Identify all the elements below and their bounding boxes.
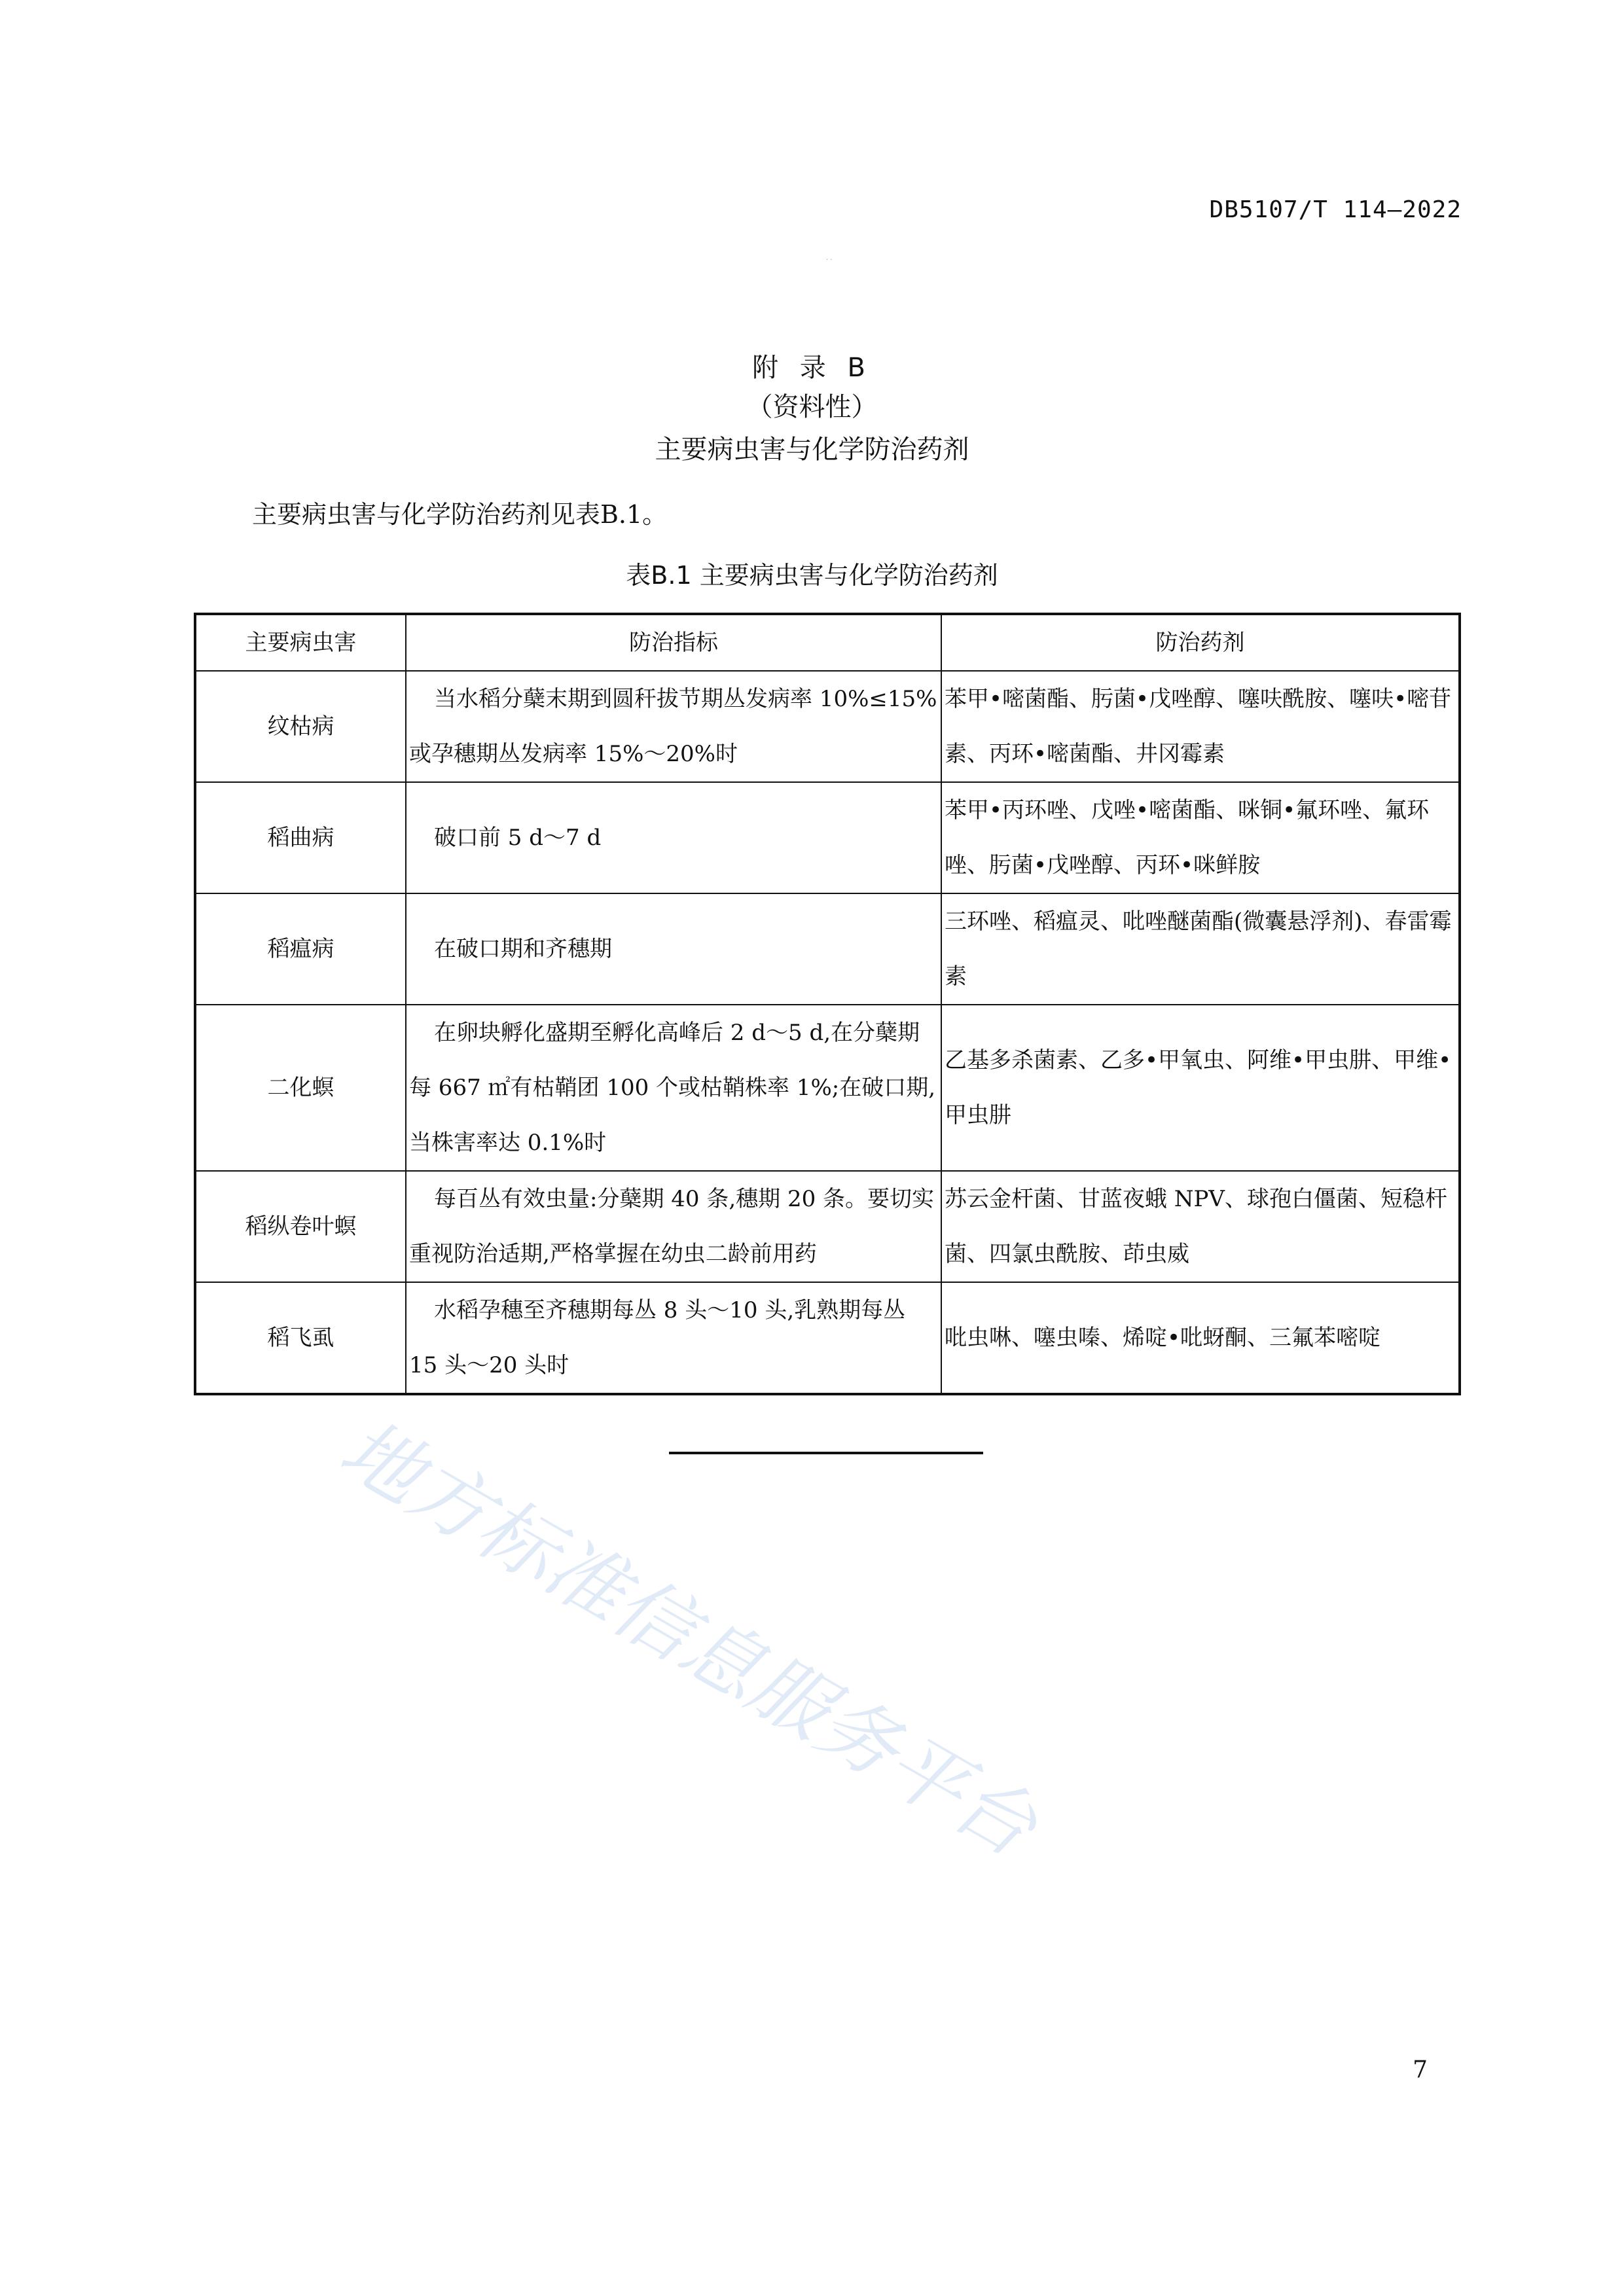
- intro-paragraph: 主要病虫害与化学防治药剂见表B.1。: [252, 500, 668, 529]
- table-row: [195, 671, 1460, 782]
- control-indicator: 在卵块孵化盛期至孵化高峰后 2 d～5 d,在分蘖期每 667 ㎡有枯鞘团 100 个或枯鞘株率 1%;在破口期,当株害率达 0.1%时: [406, 1005, 941, 1171]
- pest-name: 稻瘟病: [195, 893, 406, 1005]
- table-row: [195, 1005, 1460, 1171]
- control-agents: 吡虫啉、噻虫嗪、烯啶•吡蚜酮、三氟苯嘧啶: [941, 1282, 1460, 1394]
- table-row: [195, 1282, 1460, 1394]
- header-indicator: 防治指标: [406, 614, 941, 671]
- pest-name: 稻曲病: [195, 782, 406, 893]
- control-agents: 乙基多杀菌素、乙多•甲氧虫、阿维•甲虫肼、甲维•甲虫肼: [941, 1005, 1460, 1171]
- watermark: 地方标准信息服务平台: [325, 1403, 1051, 1874]
- table-row: [195, 782, 1460, 893]
- table-row: [195, 893, 1460, 1005]
- control-agents: 苏云金杆菌、甘蓝夜蛾 NPV、球孢白僵菌、短稳杆菌、四氯虫酰胺、茚虫威: [941, 1171, 1460, 1282]
- pest-name: 纹枯病: [195, 671, 406, 782]
- table-caption: 表B.1 主要病虫害与化学防治药剂: [626, 561, 998, 590]
- control-agents: 苯甲•丙环唑、戊唑•嘧菌酯、咪铜•氟环唑、氟环唑、肟菌•戊唑醇、丙环•咪鲜胺: [941, 782, 1460, 893]
- control-indicator: 每百丛有效虫量:分蘖期 40 条,穗期 20 条。要切实重视防治适期,严格掌握在幼虫二龄前用药: [406, 1171, 941, 1282]
- control-indicator: 在破口期和齐穗期: [406, 893, 941, 1005]
- end-rule: [669, 1452, 983, 1454]
- table-header-row: [195, 614, 1460, 671]
- appendix-label: 附 录 B: [752, 353, 872, 383]
- appendix-title: 主要病虫害与化学防治药剂: [655, 435, 969, 465]
- pest-control-table: [194, 613, 1461, 1395]
- control-indicator: 破口前 5 d～7 d: [406, 782, 941, 893]
- document-code: DB5107/T 114—2022: [1209, 196, 1462, 223]
- control-agents: 三环唑、稻瘟灵、吡唑醚菌酯(微囊悬浮剂)、春雷霉素: [941, 893, 1460, 1005]
- header-pest: 主要病虫害: [195, 614, 406, 671]
- pest-name: 二化螟: [195, 1005, 406, 1171]
- page-number: 7: [1413, 2056, 1428, 2083]
- appendix-nature: （资料性）: [746, 392, 878, 422]
- pest-name: 稻纵卷叶螟: [195, 1171, 406, 1282]
- table-row: [195, 1171, 1460, 1282]
- control-indicator: 当水稻分蘖末期到圆秆拔节期丛发病率 10%≤15%或孕穗期丛发病率 15%～20%时: [406, 671, 941, 782]
- scan-mark: · ·: [826, 257, 833, 264]
- pest-name: 稻飞虱: [195, 1282, 406, 1394]
- control-indicator: 水稻孕穗至齐穗期每丛 8 头～10 头,乳熟期每丛 15 头～20 头时: [406, 1282, 941, 1394]
- control-agents: 苯甲•嘧菌酯、肟菌•戊唑醇、噻呋酰胺、噻呋•嘧苷素、丙环•嘧菌酯、井冈霉素: [941, 671, 1460, 782]
- header-agents: 防治药剂: [941, 614, 1460, 671]
